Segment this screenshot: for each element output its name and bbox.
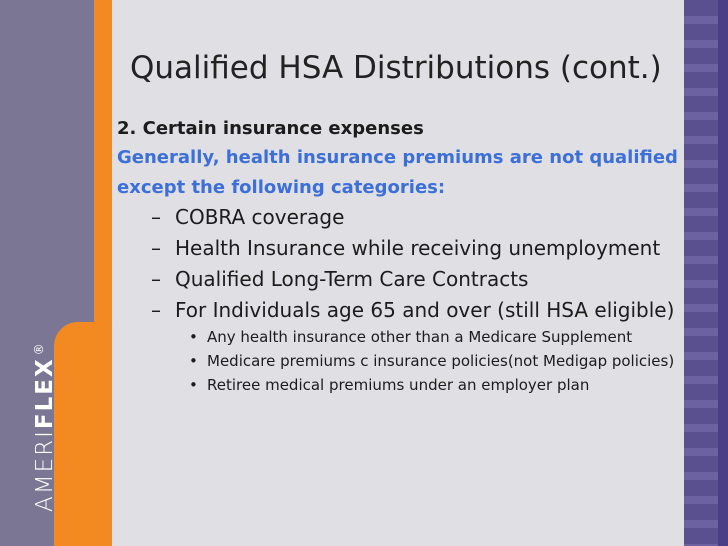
right-stripe-edge	[718, 0, 728, 546]
bullet-item-unemployment	[117, 234, 687, 263]
section-heading: 2. Certain insurance expenses	[117, 118, 424, 139]
subbullet-item	[117, 327, 687, 348]
dot-bullet: •	[189, 328, 198, 346]
subbullet-text: Medicare premiums c insurance policies(not Medigap policies)	[207, 352, 675, 370]
slide-content	[117, 118, 687, 399]
dot-bullet: •	[189, 376, 198, 394]
subbullet-item	[117, 375, 687, 396]
dash-bullet: –	[151, 267, 161, 291]
bullet-text: Qualified Long-Term Care Contracts	[175, 267, 529, 291]
bullet-text: For Individuals age 65 and over (still HSA eligible)	[175, 298, 675, 322]
bullet-text: Health Insurance while receiving unemployment	[175, 236, 661, 260]
dash-bullet: –	[151, 205, 161, 229]
logo-part1: AMERI	[32, 429, 58, 512]
right-stripes	[684, 0, 728, 546]
logo-registered-mark: ®	[32, 341, 46, 356]
subbullet-text: Any health insurance other than a Medicare Supplement	[207, 328, 633, 346]
intro-text: Generally, health insurance premiums are not qualified except the following categories:	[117, 147, 678, 198]
logo-part2: FLEX	[32, 357, 58, 430]
dash-bullet: –	[151, 236, 161, 260]
bullet-text: COBRA coverage	[175, 205, 345, 229]
slide-title: Qualified HSA Distributions (cont.)	[130, 50, 662, 86]
subbullet-item	[117, 351, 687, 372]
dash-bullet: –	[151, 298, 161, 322]
ameriflex-logo	[32, 341, 58, 512]
dot-bullet: •	[189, 352, 198, 370]
orange-accent-tab	[54, 322, 112, 546]
subbullet-text: Retiree medical premiums under an employer plan	[207, 376, 590, 394]
bullet-item-cobra	[117, 203, 687, 232]
bullet-item-age65	[117, 296, 687, 325]
bullet-item-ltc	[117, 265, 687, 294]
